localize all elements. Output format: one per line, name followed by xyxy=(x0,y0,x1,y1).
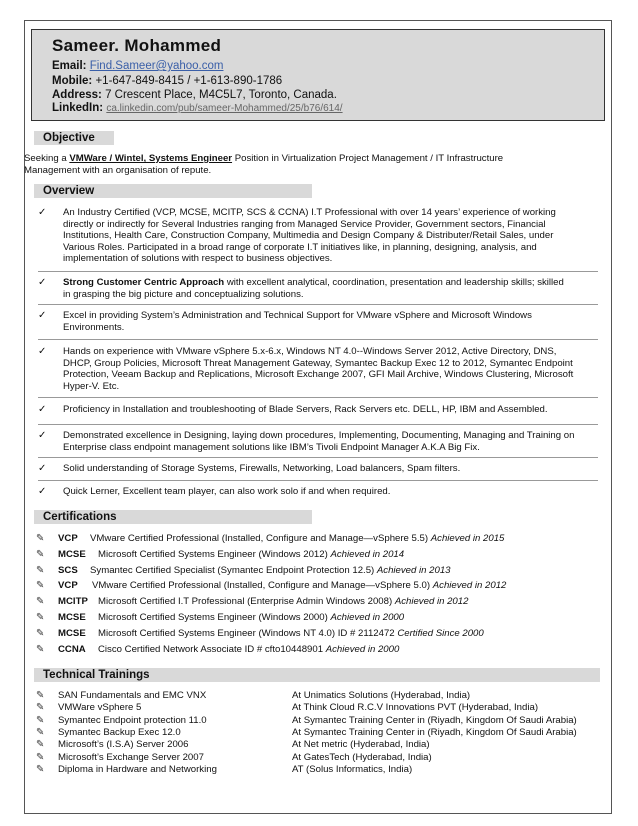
cert-description: Symantec Certified Specialist (Symantec Endpoint Protection 12.5) xyxy=(90,564,377,576)
cert-description-wrap xyxy=(98,596,468,608)
pencil-icon: ✎ xyxy=(36,564,45,576)
check-icon: ✓ xyxy=(38,346,47,357)
cert-note: Achieved in 2000 xyxy=(325,643,400,655)
mobile-label: Mobile: xyxy=(52,75,93,87)
overview-item xyxy=(63,207,603,265)
training-row xyxy=(36,752,606,764)
overview-item-line: Protection, Veeam Backup and Replications, Microsoft Exchange 2007, GFI Mail Archive, Windows Clustering, Microsoft xyxy=(63,369,574,380)
overview-item xyxy=(63,277,603,300)
pencil-icon: ✎ xyxy=(36,580,45,592)
overview-item-line: Excel in providing System’s Administration and Technical Support for VMware vSphere and Microsoft Windows xyxy=(63,310,532,321)
objective-prefix: Seeking a xyxy=(24,153,70,164)
cert-description: Microsoft Certified Systems Engineer (Windows NT 4.0) ID # 2112472 xyxy=(98,627,398,639)
training-location: At Unimatics Solutions (Hyderabad, India) xyxy=(292,690,471,701)
cert-description-wrap xyxy=(98,644,399,656)
overview-heading: Overview xyxy=(34,184,312,198)
cert-note: Certified Since 2000 xyxy=(397,627,484,639)
overview-item xyxy=(63,404,603,416)
overview-item-line: DHCP, Group Policies, Microsoft Threat Management Gateway, Symantec Backup Exec 12 to 2012, Symantec Endpoint xyxy=(63,357,573,369)
training-row xyxy=(36,715,606,727)
overview-item-line: An Industry Certified (VCP, MCSE, MCITP, SCS & CCNA) I.T Professional with over 14 years’ experience of working xyxy=(63,207,556,218)
cert-description: Cisco Certified Network Associate ID # cfto10448901 xyxy=(98,643,326,655)
training-location: At Think Cloud R.C.V Innovations PVT (Hyderabad, India) xyxy=(292,702,539,714)
pencil-icon: ✎ xyxy=(36,596,45,608)
training-row xyxy=(36,727,606,739)
divider xyxy=(38,271,598,272)
overview-item-line: Various Roles. Participated in a broad range of corporate I.T initiatives like, in planning, designing, analysis, and xyxy=(63,241,537,253)
certifications-heading: Certifications xyxy=(34,510,312,524)
cert-code: SCS xyxy=(58,564,78,576)
training-name: Microsoft’s Exchange Server 2007 xyxy=(58,751,204,763)
pencil-icon: ✎ xyxy=(36,714,45,726)
email-link[interactable]: Find.Sameer@yahoo.com xyxy=(89,60,224,72)
overview-item xyxy=(63,430,603,453)
training-row xyxy=(36,764,606,776)
cert-description-wrap xyxy=(90,565,451,577)
email-label: Email: xyxy=(52,60,87,72)
training-row xyxy=(36,690,606,702)
objective-heading: Objective xyxy=(34,131,114,145)
overview-item xyxy=(63,486,603,498)
cert-description-wrap xyxy=(92,580,506,592)
cert-code: VCP xyxy=(58,533,78,544)
check-icon: ✓ xyxy=(38,404,47,415)
cert-description: Microsoft Certified Systems Engineer (Windows 2012) xyxy=(98,548,331,560)
check-icon: ✓ xyxy=(38,277,47,288)
divider xyxy=(38,339,598,340)
cert-code: CCNA xyxy=(58,643,86,655)
cert-description: VMware Certified Professional (Installed, Configure and Manage—vSphere 5.5) xyxy=(90,533,431,544)
training-name: Microsoft’s (I.S.A) Server 2006 xyxy=(58,739,189,751)
linkedin-label: LinkedIn: xyxy=(52,102,104,114)
check-icon: ✓ xyxy=(38,430,47,441)
overview-item-line: directly or indirectly for Several Industries ranging from Managed Service Provider, Government sectors, Financial xyxy=(63,218,546,230)
overview-item-line: Institutions, Health Care, Construction Company, Multimedia and Design Company & Distributer/Retail Sales, under xyxy=(63,230,554,241)
cert-description-wrap xyxy=(98,612,404,624)
overview-item xyxy=(63,310,603,333)
overview-item-line: with excellent analytical, coordination, presentation and leadership skills; skilled xyxy=(224,277,564,288)
linkedin-line xyxy=(52,102,343,114)
pencil-icon: ✎ xyxy=(36,763,45,775)
cert-description-wrap xyxy=(90,533,504,545)
cert-note: Achieved in 2012 xyxy=(432,580,507,592)
training-row xyxy=(36,739,606,751)
training-location: At Symantec Training Center in (Riyadh, Kingdom Of Saudi Arabia) xyxy=(292,726,577,738)
cert-description: VMware Certified Professional (Installed, Configure and Manage—vSphere 5.0) xyxy=(92,580,433,592)
pencil-icon: ✎ xyxy=(36,612,45,623)
overview-item-line: Solid understanding of Storage Systems, Firewalls, Networking, Load balancers, Spam filters. xyxy=(63,463,461,474)
training-name: VMWare vSphere 5 xyxy=(58,702,142,714)
linkedin-link[interactable]: ca.linkedin.com/pub/sameer-Mohammed/25/b76/614/ xyxy=(106,103,343,114)
training-location: At GatesTech (Hyderabad, India) xyxy=(292,751,432,763)
divider xyxy=(38,424,598,425)
cert-code: VCP xyxy=(58,580,78,592)
training-location: At Symantec Training Center in (Riyadh, Kingdom Of Saudi Arabia) xyxy=(292,714,577,726)
training-row xyxy=(36,702,606,714)
pencil-icon: ✎ xyxy=(36,548,45,560)
overview-item xyxy=(63,463,603,475)
cert-description-wrap xyxy=(98,628,484,640)
cert-note: Achieved in 2014 xyxy=(330,548,405,560)
overview-item xyxy=(63,346,603,392)
training-name: Diploma in Hardware and Networking xyxy=(58,763,217,775)
check-icon: ✓ xyxy=(38,463,47,474)
address-line xyxy=(52,89,337,101)
pencil-icon: ✎ xyxy=(36,751,45,763)
cert-note: Achieved in 2013 xyxy=(376,564,451,576)
divider xyxy=(38,304,598,305)
divider xyxy=(38,480,598,481)
pencil-icon: ✎ xyxy=(36,726,45,738)
cert-note: Achieved in 2012 xyxy=(394,596,469,608)
address-value: 7 Crescent Place, M4C5L7, Toronto, Canada. xyxy=(105,89,337,101)
cert-description: Microsoft Certified I.T Professional (Enterprise Admin Windows 2008) xyxy=(98,596,395,608)
overview-item-line: implementation of solutions with respect to business objectives. xyxy=(63,253,333,264)
overview-item-line: Quick Lerner, Excellent team player, can also work solo if and when required. xyxy=(63,486,391,497)
divider xyxy=(38,397,598,398)
overview-item-line: Demonstrated excellence in Designing, laying down procedures, Implementing, Documenting, Managing and Training on xyxy=(63,430,575,441)
email-line xyxy=(52,60,223,72)
pencil-icon: ✎ xyxy=(36,533,45,544)
training-name: Symantec Endpoint protection 11.0 xyxy=(58,714,207,726)
overview-item-line: Enterprise class endpoint management solutions like IBM’s Tivoli Endpoint Manager A.K.A Big Fix. xyxy=(63,441,480,453)
divider xyxy=(38,457,598,458)
overview-item-line: Environments. xyxy=(63,321,125,333)
objective-line2: Management with an organisation of repute. xyxy=(24,164,212,176)
cert-note: Achieved in 2000 xyxy=(330,612,405,623)
cert-code: MCSE xyxy=(58,612,86,623)
overview-item-line: Proficiency in Installation and troubleshooting of Blade Servers, Rack Servers etc. DELL, HP, IBM and Assembled. xyxy=(63,404,548,415)
objective-role: VMWare / Wintel, Systems Engineer xyxy=(69,153,233,164)
cert-code: MCSE xyxy=(58,627,86,639)
cert-description: Microsoft Certified Systems Engineer (Windows 2000) xyxy=(98,612,331,623)
pencil-icon: ✎ xyxy=(36,690,45,701)
cert-description-wrap xyxy=(98,549,404,561)
check-icon: ✓ xyxy=(38,207,47,218)
cert-code: MCITP xyxy=(58,596,88,608)
trainings-heading: Technical Trainings xyxy=(34,668,600,682)
cert-code: MCSE xyxy=(58,548,86,560)
objective-rest: Position in Virtualization Project Management / IT Infrastructure xyxy=(232,153,504,164)
overview-item-line: Hands on experience with VMware vSphere 5.x-6.x, Windows NT 4.0--Windows Server 2012, Active Directory, DNS, xyxy=(63,346,557,357)
training-location: At Net metric (Hyderabad, India) xyxy=(292,739,430,751)
overview-item-bold: Strong Customer Centric Approach xyxy=(63,277,225,288)
objective-text xyxy=(24,153,604,176)
pencil-icon: ✎ xyxy=(36,643,45,655)
candidate-name: Sameer. Mohammed xyxy=(52,36,222,55)
check-icon: ✓ xyxy=(38,310,47,321)
training-name: Symantec Backup Exec 12.0 xyxy=(58,726,181,738)
address-label: Address: xyxy=(52,89,102,101)
mobile-value: +1-647-849-8415 / +1-613-890-1786 xyxy=(95,75,283,87)
pencil-icon: ✎ xyxy=(36,739,45,751)
overview-item-line: Hyper-V. Etc. xyxy=(63,380,120,392)
training-name: SAN Fundamentals and EMC VNX xyxy=(58,690,207,701)
check-icon: ✓ xyxy=(38,486,47,497)
pencil-icon: ✎ xyxy=(36,627,45,639)
training-location: AT (Solus Informatics, India) xyxy=(292,763,413,775)
overview-item-line: in grasping the big picture and conceptualizing solutions. xyxy=(63,288,304,300)
cert-note: Achieved in 2015 xyxy=(430,533,505,544)
mobile-line xyxy=(52,75,282,87)
pencil-icon: ✎ xyxy=(36,702,45,714)
